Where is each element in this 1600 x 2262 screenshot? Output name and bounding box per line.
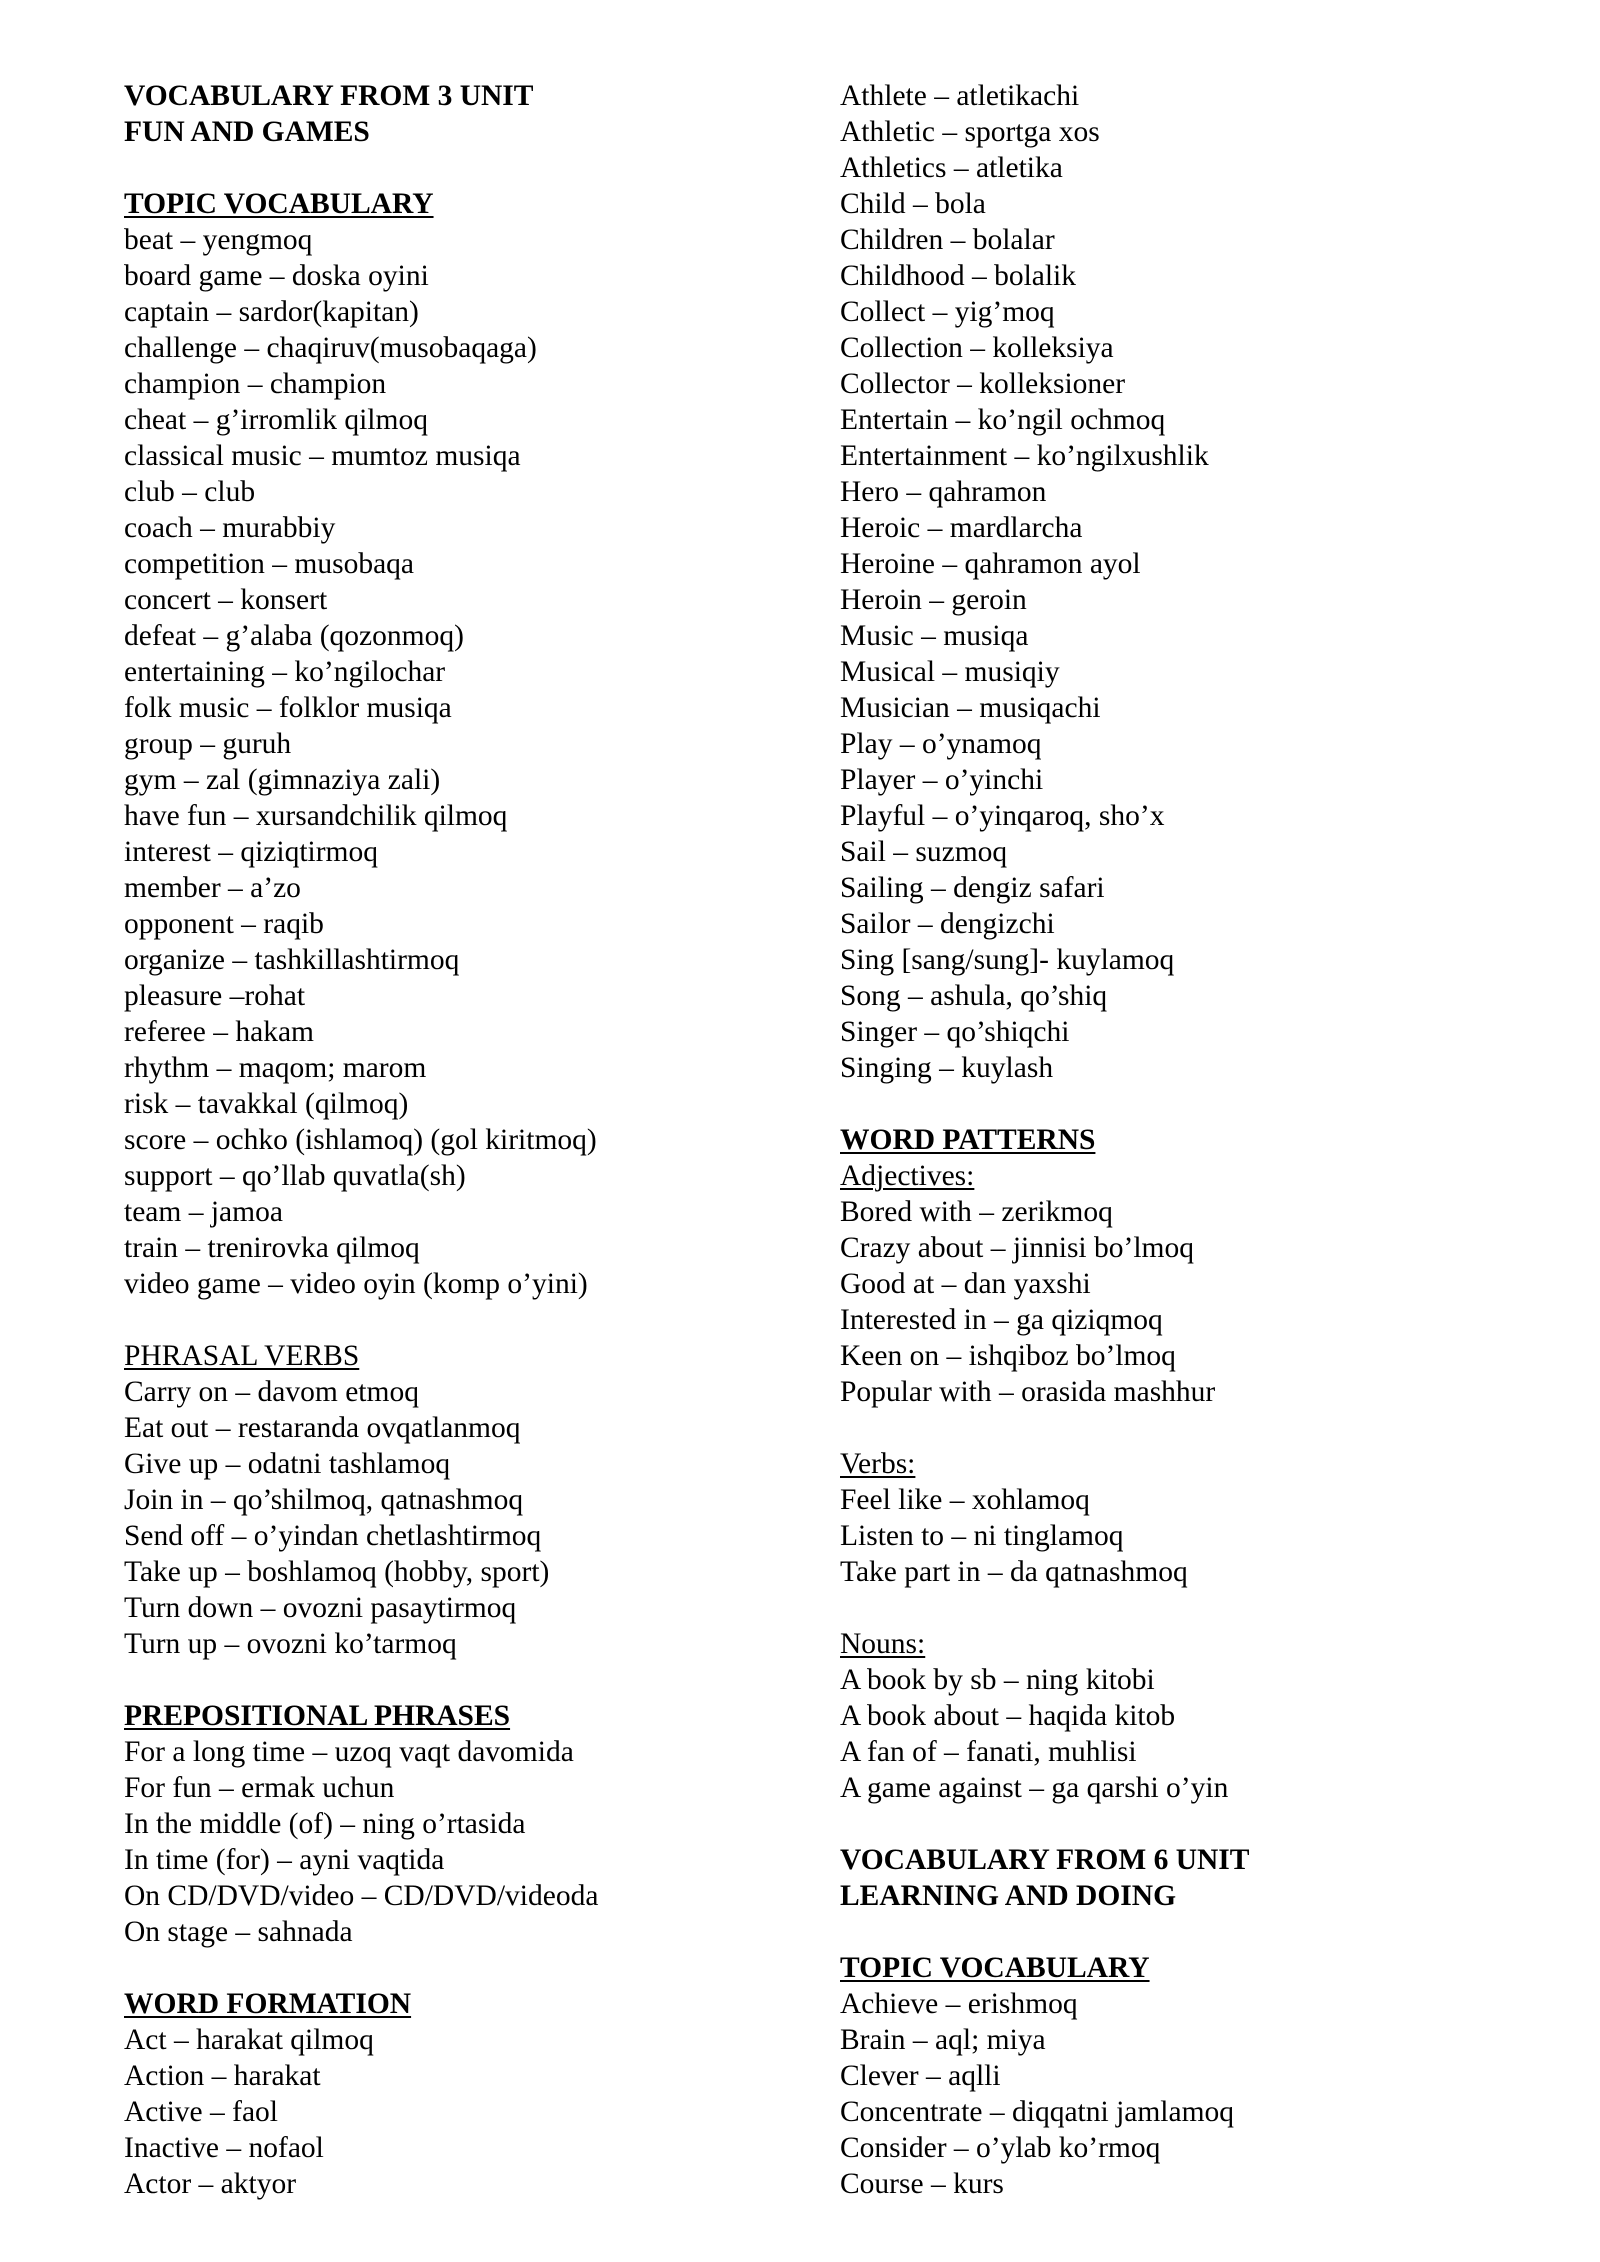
verbs-label: Verbs: [840, 1448, 916, 1480]
vocab-entry: Eat out – restaranda ovqatlanmoq [124, 1412, 521, 1444]
adjectives-list [840, 1194, 1530, 1410]
vocab-entry: Play – o’ynamoq [840, 728, 1042, 760]
nouns-label: Nouns: [840, 1628, 926, 1660]
vocab-entry: video game – video oyin (komp o’yini) [124, 1268, 588, 1300]
phrasal-verbs-heading: PHRASAL VERBS [124, 1340, 360, 1372]
vocab-entry: Singer – qo’shiqchi [840, 1016, 1070, 1048]
vocab-entry: Consider – o’ylab ko’rmoq [840, 2132, 1161, 2164]
spacer [124, 150, 814, 186]
vocab-entry: opponent – raqib [124, 908, 324, 940]
vocab-entry: competition – musobaqa [124, 548, 415, 580]
vocab-entry: For fun – ermak uchun [124, 1772, 395, 1804]
vocab-entry: entertaining – ko’ngilochar [124, 656, 446, 688]
vocab-entry: coach – murabbiy [124, 512, 336, 544]
vocab-entry: cheat – g’irromlik qilmoq [124, 404, 428, 436]
vocab-entry: Song – ashula, qo’shiq [840, 980, 1108, 1012]
vocab-entry: Childhood – bolalik [840, 260, 1076, 292]
vocab-entry: Child – bola [840, 188, 986, 220]
vocab-entry: Give up – odatni tashlamoq [124, 1448, 451, 1480]
left-column [124, 78, 814, 2202]
vocab-entry: Musical – musiqiy [840, 656, 1060, 688]
vocab-entry: Action – harakat [124, 2060, 321, 2092]
vocab-entry: Player – o’yinchi [840, 764, 1044, 796]
vocab-entry: A book by sb – ning kitobi [840, 1664, 1155, 1696]
nouns-list [840, 1662, 1530, 1806]
vocab-entry: Turn down – ovozni pasaytirmoq [124, 1592, 517, 1624]
vocab-entry: group – guruh [124, 728, 292, 760]
unit3-subtitle: FUN AND GAMES [124, 116, 370, 148]
prepositional-phrases-list [124, 1734, 814, 1950]
topic-vocabulary-list [124, 222, 814, 1302]
vocab-entry: Feel like – xohlamoq [840, 1484, 1090, 1516]
vocab-entry: Send off – o’yindan chetlashtirmoq [124, 1520, 542, 1552]
vocab-entry: Collection – kolleksiya [840, 332, 1114, 364]
vocab-entry: Good at – dan yaxshi [840, 1268, 1091, 1300]
vocab-entry: Interested in – ga qiziqmoq [840, 1304, 1163, 1336]
vocab-entry: Take up – boshlamoq (hobby, sport) [124, 1556, 550, 1588]
vocab-entry: A fan of – fanati, muhlisi [840, 1736, 1137, 1768]
vocab-entry: Heroin – geroin [840, 584, 1027, 616]
vocab-entry: Course – kurs [840, 2168, 1004, 2200]
word-formation-heading: WORD FORMATION [124, 1988, 412, 2020]
vocab-entry: Music – musiqa [840, 620, 1029, 652]
vocab-entry: classical music – mumtoz musiqa [124, 440, 521, 472]
vocab-entry: Active – faol [124, 2096, 278, 2128]
vocab-entry: defeat – g’alaba (qozonmoq) [124, 620, 464, 652]
vocab-entry: Heroine – qahramon ayol [840, 548, 1141, 580]
vocab-entry: interest – qiziqtirmoq [124, 836, 378, 868]
vocab-entry: pleasure –rohat [124, 980, 306, 1012]
vocab-entry: Clever – aqlli [840, 2060, 1001, 2092]
vocab-entry: Entertain – ko’ngil ochmoq [840, 404, 1166, 436]
vocab-entry: Athletic – sportga xos [840, 116, 1100, 148]
vocab-entry: beat – yengmoq [124, 224, 313, 256]
spacer [840, 1914, 1530, 1950]
vocab-entry: Achieve – erishmoq [840, 1988, 1078, 2020]
vocab-entry: challenge – chaqiruv(musobaqaga) [124, 332, 537, 364]
vocab-entry: In time (for) – ayni vaqtida [124, 1844, 445, 1876]
vocab-entry: Sail – suzmoq [840, 836, 1008, 868]
spacer [124, 1662, 814, 1698]
word-formation-list [124, 2022, 814, 2202]
word-formation-continued-list [840, 78, 1530, 1086]
topic-vocabulary-heading: TOPIC VOCABULARY [124, 188, 434, 220]
topic-vocabulary-6-heading: TOPIC VOCABULARY [840, 1952, 1150, 1984]
vocab-entry: Popular with – orasida mashhur [840, 1376, 1216, 1408]
vocab-entry: Heroic – mardlarcha [840, 512, 1083, 544]
vocab-entry: risk – tavakkal (qilmoq) [124, 1088, 409, 1120]
vocab-entry: Collector – kolleksioner [840, 368, 1126, 400]
vocab-entry: On CD/DVD/video – CD/DVD/videoda [124, 1880, 599, 1912]
vocab-entry: Concentrate – diqqatni jamlamoq [840, 2096, 1235, 2128]
vocab-entry: Musician – musiqachi [840, 692, 1101, 724]
vocab-entry: team – jamoa [124, 1196, 283, 1228]
vocab-entry: referee – hakam [124, 1016, 314, 1048]
vocab-entry: Join in – qo’shilmoq, qatnashmoq [124, 1484, 524, 1516]
vocab-entry: Children – bolalar [840, 224, 1055, 256]
phrasal-verbs-list [124, 1374, 814, 1662]
vocab-entry: Sailing – dengiz safari [840, 872, 1105, 904]
vocab-entry: Bored with – zerikmoq [840, 1196, 1113, 1228]
unit6-title: VOCABULARY FROM 6 UNIT [840, 1844, 1250, 1876]
vocab-entry: Sing [sang/sung]- kuylamoq [840, 944, 1175, 976]
spacer [124, 1950, 814, 1986]
spacer [124, 1302, 814, 1338]
vocab-entry: Carry on – davom etmoq [124, 1376, 419, 1408]
verbs-list [840, 1482, 1530, 1590]
vocab-entry: Take part in – da qatnashmoq [840, 1556, 1188, 1588]
vocab-entry: club – club [124, 476, 256, 508]
vocab-entry: For a long time – uzoq vaqt davomida [124, 1736, 574, 1768]
vocab-entry: Listen to – ni tinglamoq [840, 1520, 1124, 1552]
vocab-entry: folk music – folklor musiqa [124, 692, 452, 724]
vocab-entry: Playful – o’yinqaroq, sho’x [840, 800, 1165, 832]
vocab-entry: Athlete – atletikachi [840, 80, 1080, 112]
vocab-entry: champion – champion [124, 368, 387, 400]
vocab-entry: On stage – sahnada [124, 1916, 353, 1948]
vocab-entry: Collect – yig’moq [840, 296, 1055, 328]
topic-vocabulary-6-list [840, 1986, 1530, 2202]
prepositional-phrases-heading: PREPOSITIONAL PHRASES [124, 1700, 511, 1732]
vocab-entry: Crazy about – jinnisi bo’lmoq [840, 1232, 1194, 1264]
vocab-entry: Brain – aql; miya [840, 2024, 1046, 2056]
unit6-subtitle: LEARNING AND DOING [840, 1880, 1177, 1912]
vocab-entry: Actor – aktyor [124, 2168, 297, 2200]
adjectives-label: Adjectives: [840, 1160, 975, 1192]
vocab-entry: Sailor – dengizchi [840, 908, 1055, 940]
vocab-entry: In the middle (of) – ning o’rtasida [124, 1808, 526, 1840]
spacer [840, 1806, 1530, 1842]
vocab-entry: concert – konsert [124, 584, 328, 616]
vocab-entry: A game against – ga qarshi o’yin [840, 1772, 1229, 1804]
vocab-entry: Athletics – atletika [840, 152, 1063, 184]
vocab-entry: board game – doska oyini [124, 260, 429, 292]
vocab-entry: organize – tashkillashtirmoq [124, 944, 460, 976]
vocab-entry: Act – harakat qilmoq [124, 2024, 374, 2056]
spacer [840, 1086, 1530, 1122]
vocab-entry: Hero – qahramon [840, 476, 1047, 508]
vocab-entry: rhythm – maqom; marom [124, 1052, 427, 1084]
word-patterns-heading: WORD PATTERNS [840, 1124, 1096, 1156]
vocab-entry: Turn up – ovozni ko’tarmoq [124, 1628, 457, 1660]
vocab-entry: Inactive – nofaol [124, 2132, 324, 2164]
vocab-entry: member – a’zo [124, 872, 301, 904]
vocab-entry: Singing – kuylash [840, 1052, 1054, 1084]
spacer [840, 1590, 1530, 1626]
vocab-entry: A book about – haqida kitob [840, 1700, 1176, 1732]
vocab-entry: score – ochko (ishlamoq) (gol kiritmoq) [124, 1124, 597, 1156]
vocab-entry: captain – sardor(kapitan) [124, 296, 419, 328]
vocab-entry: Entertainment – ko’ngilxushlik [840, 440, 1209, 472]
vocab-entry: have fun – xursandchilik qilmoq [124, 800, 508, 832]
unit3-title: VOCABULARY FROM 3 UNIT [124, 80, 534, 112]
vocab-entry: gym – zal (gimnaziya zali) [124, 764, 441, 796]
vocab-entry: support – qo’llab quvatla(sh) [124, 1160, 466, 1192]
right-column [840, 78, 1530, 2202]
vocab-entry: Keen on – ishqiboz bo’lmoq [840, 1340, 1176, 1372]
spacer [840, 1410, 1530, 1446]
vocab-entry: train – trenirovka qilmoq [124, 1232, 420, 1264]
